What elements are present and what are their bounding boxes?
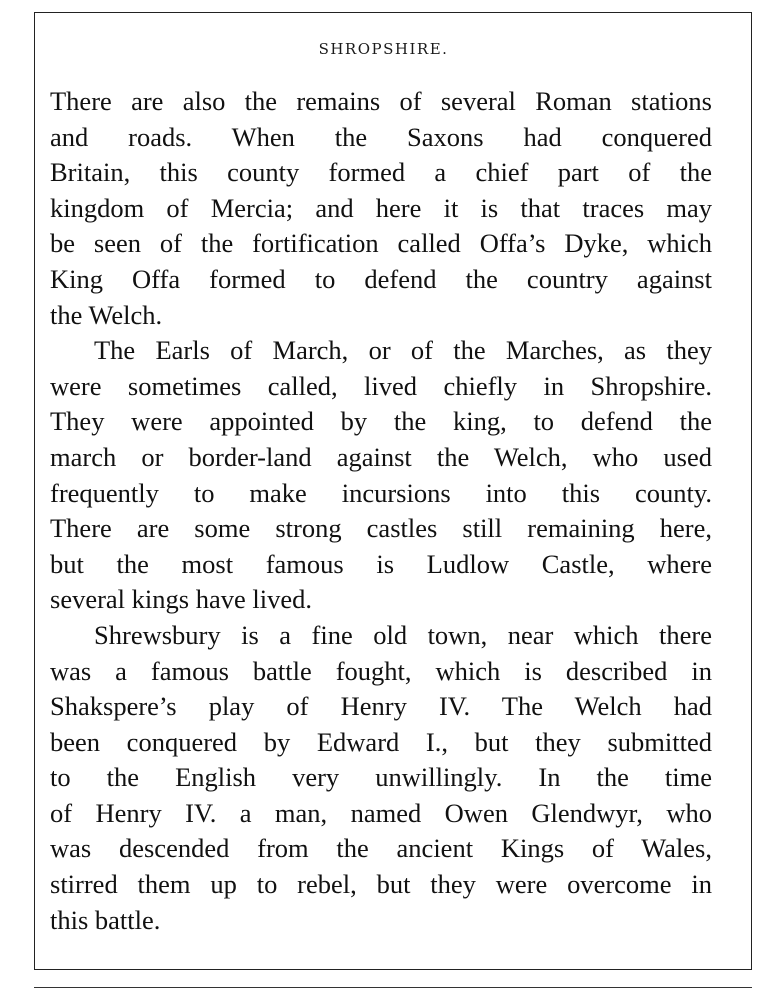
body-text [50, 84, 712, 938]
text-line: march or border-land against the Welch, who used [50, 441, 712, 472]
text-line: the Welch. [50, 299, 163, 330]
running-head: SHROPSHIRE. [318, 40, 449, 58]
text-line: this battle. [50, 904, 161, 935]
text-line: be seen of the fortification called Offa’s Dyke, which [50, 228, 712, 259]
text-line: several kings have lived. [50, 584, 312, 615]
text-line: They were appointed by the king, to defend the [50, 406, 712, 437]
text-line: but the most famous is Ludlow Castle, where [50, 548, 712, 579]
paragraph-2 [50, 333, 712, 618]
text-line: Britain, this county formed a chief part of the [50, 157, 712, 188]
text-line: and roads. When the Saxons had conquered [50, 121, 712, 152]
text-line: been conquered by Edward I., but they submitted [50, 726, 712, 757]
text-line: was a famous battle fought, which is described in [50, 655, 712, 686]
text-line: was descended from the ancient Kings of Wales, [50, 833, 712, 864]
text-line: The Earls of March, or of the Marches, as they [94, 335, 712, 366]
text-line: There are also the remains of several Roman stations [50, 86, 712, 116]
text-line: There are some strong castles still remaining here, [50, 513, 712, 544]
text-line: King Offa formed to defend the country against [50, 263, 712, 294]
bottom-rule [34, 987, 752, 988]
paragraph-3 [50, 618, 712, 938]
text-line: of Henry IV. a man, named Owen Glendwyr, who [50, 797, 712, 828]
paragraph-1 [50, 84, 712, 333]
text-line: frequently to make incursions into this county. [50, 477, 712, 508]
text-line: were sometimes called, lived chiefly in Shropshire. [50, 370, 712, 401]
text-line: to the English very unwillingly. In the time [50, 762, 712, 793]
text-line: kingdom of Mercia; and here it is that traces may [50, 192, 712, 223]
text-line: Shrewsbury is a fine old town, near which there [94, 619, 712, 650]
text-line: Shakspere’s play of Henry IV. The Welch had [50, 691, 712, 722]
text-line: stirred them up to rebel, but they were overcome in [50, 869, 712, 900]
